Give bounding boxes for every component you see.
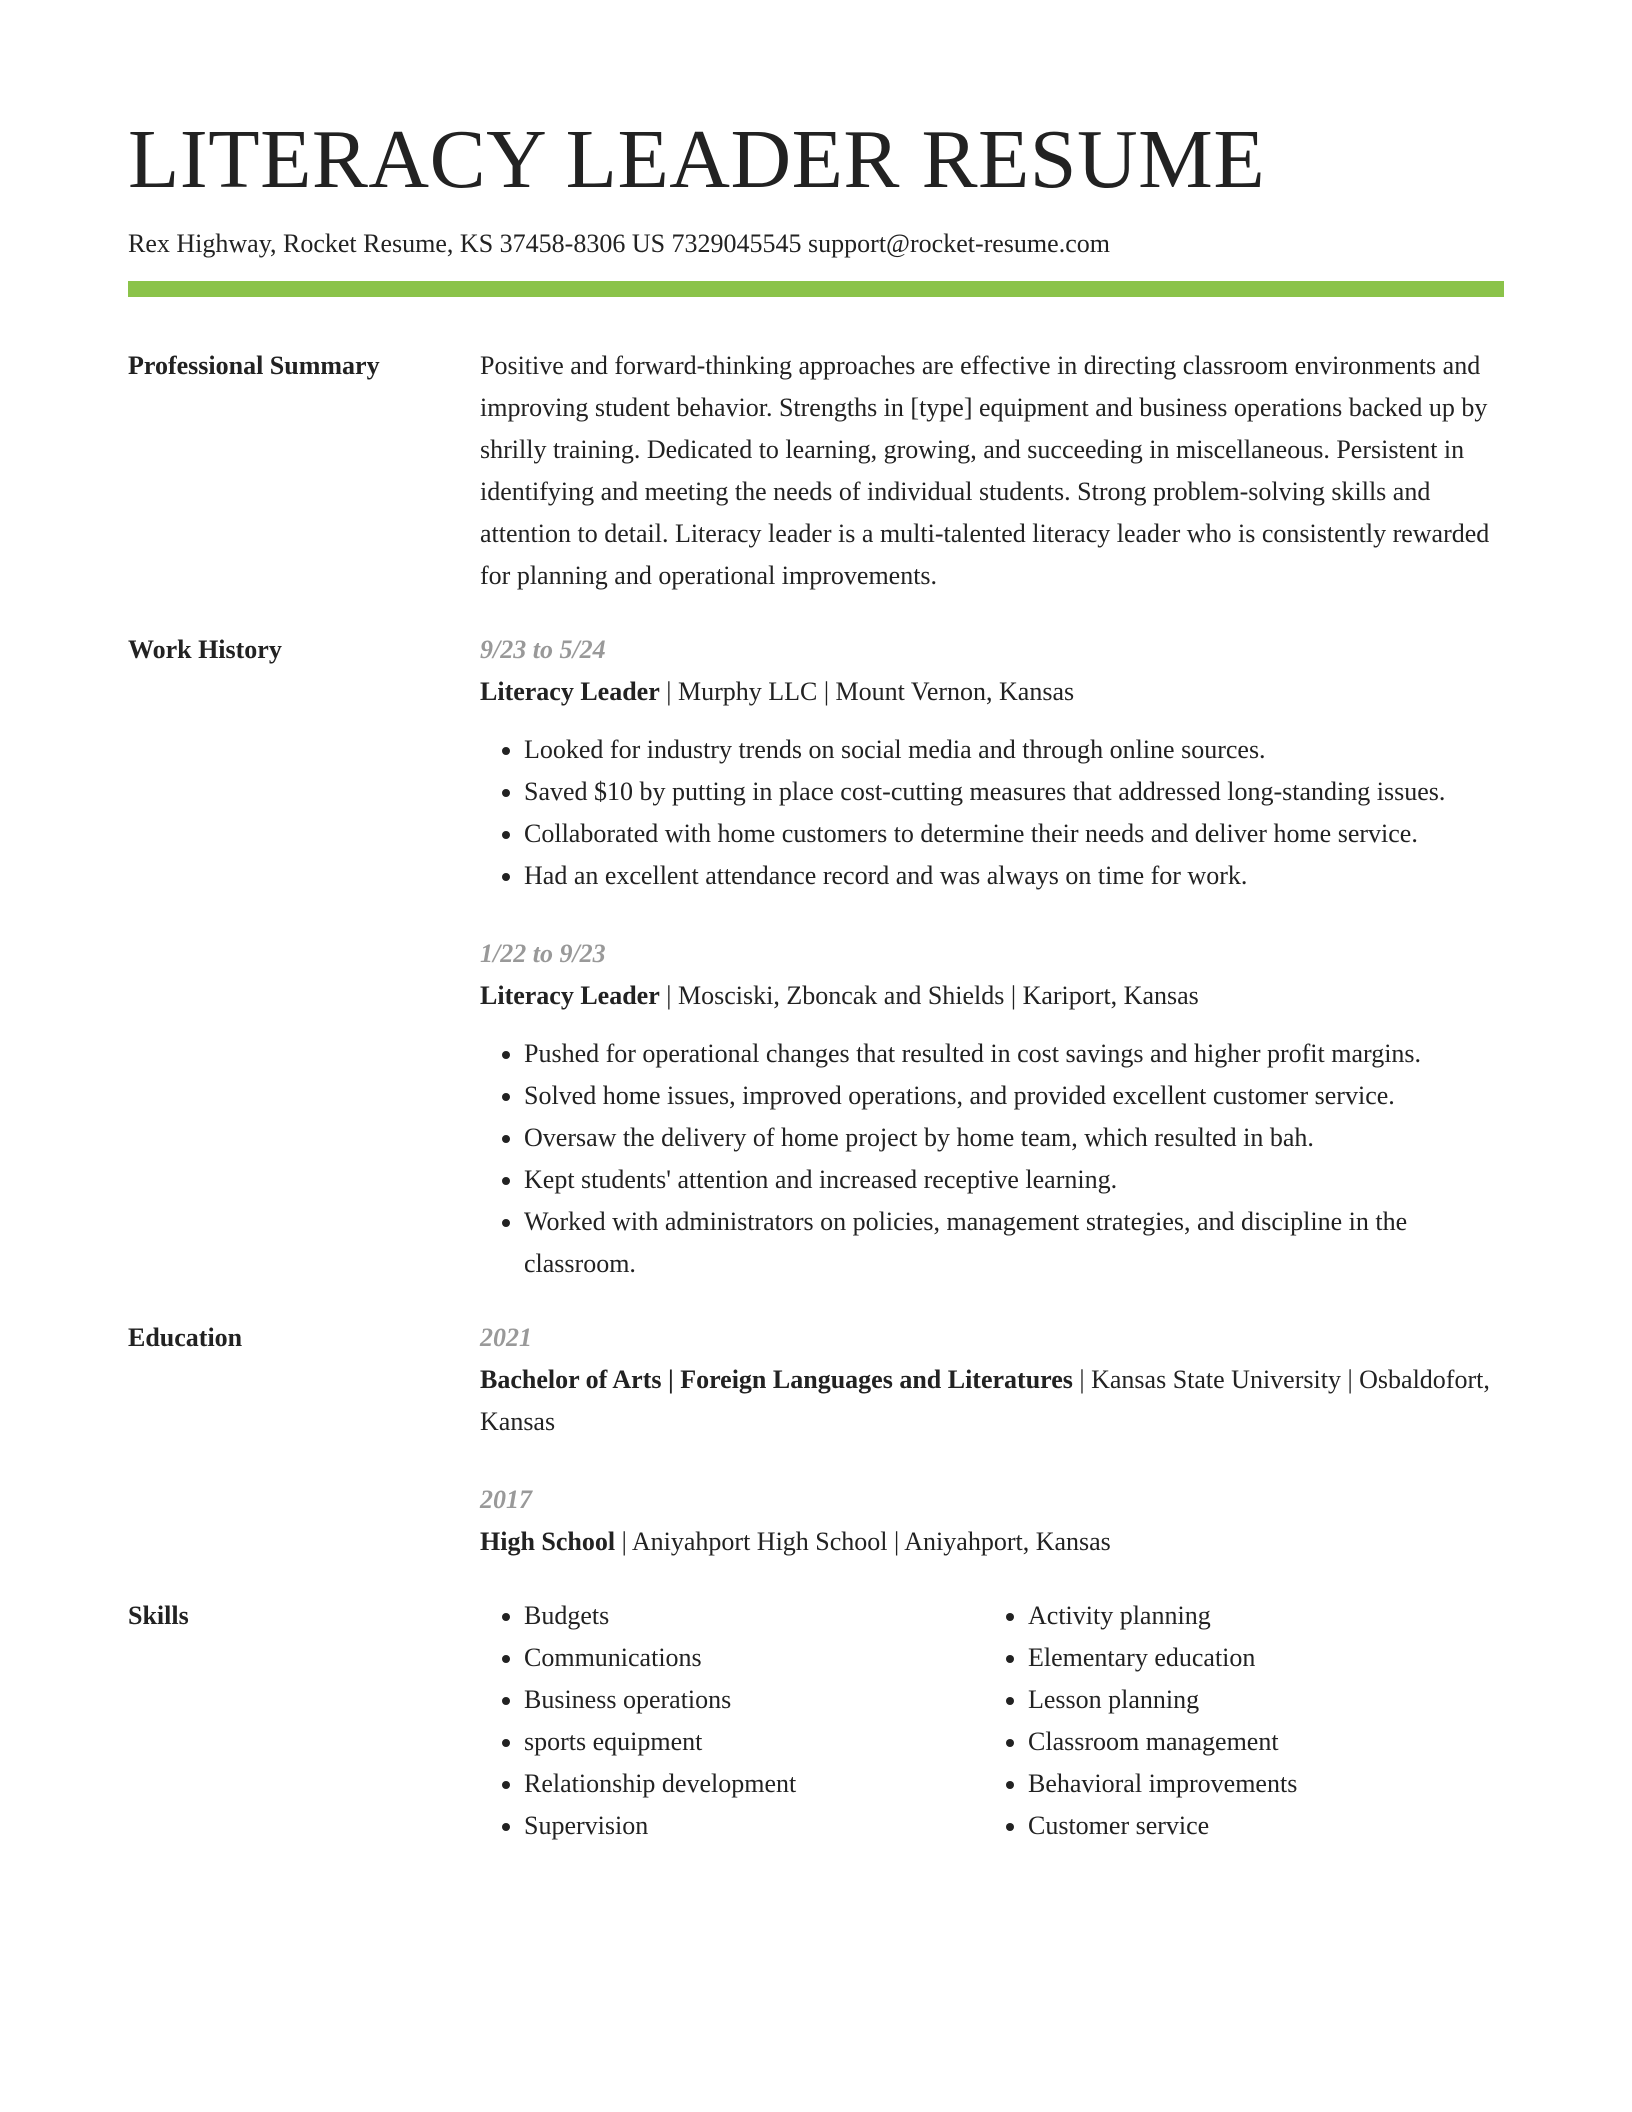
skill-item: • Supervision	[524, 1805, 984, 1847]
section-heading: Education	[128, 1322, 243, 1352]
job-dates: 1/22 to 9/23	[480, 938, 606, 968]
job-bullet: • Had an excellent attendance record and was always on time for work.	[524, 855, 1504, 897]
job-bullet: • Kept students' attention and increased receptive learning.	[524, 1159, 1504, 1201]
resume-title: LITERACY LEADER RESUME	[128, 113, 1266, 206]
header-divider	[128, 281, 1504, 297]
professional-summary-section	[128, 345, 1504, 597]
job-employer: | Murphy LLC | Mount Vernon, Kansas	[659, 676, 1075, 706]
education-school: | Aniyahport High School | Aniyahport, Kansas	[615, 1526, 1111, 1556]
job-dates: 9/23 to 5/24	[480, 634, 606, 664]
job-heading	[480, 975, 1504, 1017]
job-entry	[480, 933, 1504, 1285]
work-history-list	[480, 629, 1504, 1285]
education-heading	[480, 1359, 1504, 1443]
skill-item: • Communications	[524, 1637, 984, 1679]
job-bullets	[480, 1033, 1504, 1285]
job-bullet: • Worked with administrators on policies, management strategies, and discipline in the classroom.	[524, 1201, 1504, 1285]
skill-item: • Customer service	[1028, 1805, 1488, 1847]
work-history-section	[128, 629, 1504, 1285]
skill-item: • Behavioral improvements	[1028, 1763, 1488, 1805]
job-bullet: • Collaborated with home customers to determine their needs and deliver home service.	[524, 813, 1504, 855]
job-title: Literacy Leader	[480, 676, 660, 706]
education-list	[480, 1317, 1504, 1563]
skills-column-right	[984, 1595, 1488, 1847]
education-year: 2021	[480, 1322, 532, 1352]
education-entry	[480, 1317, 1504, 1443]
job-heading	[480, 671, 1504, 713]
skill-item: • sports equipment	[524, 1721, 984, 1763]
skill-item: • Lesson planning	[1028, 1679, 1488, 1721]
contact-info: Rex Highway, Rocket Resume, KS 37458-8306 US 7329045545 support@rocket-resume.com	[128, 229, 1110, 258]
job-bullet: • Oversaw the delivery of home project by home team, which resulted in bah.	[524, 1117, 1504, 1159]
skill-item: • Activity planning	[1028, 1595, 1488, 1637]
summary-text: Positive and forward-thinking approaches are effective in directing classroom environments and improving student behavior. Strengths in [type] equipment and business operations backed up by shrilly training. Dedicated to learning, growing, and succeeding in miscellaneous. Persistent in identifying and meeting the needs of individual students. Strong problem-solving skills and attention to detail. Literacy leader is a multi-talented literacy leader who is consistently rewarded for planning and operational improvements.	[480, 350, 1490, 590]
education-year: 2017	[480, 1484, 532, 1514]
skills-column-left	[480, 1595, 984, 1847]
job-entry	[480, 629, 1504, 897]
skills-grid	[480, 1595, 1504, 1847]
education-degree: High School	[480, 1526, 616, 1556]
education-entry	[480, 1479, 1504, 1563]
skill-item: • Elementary education	[1028, 1637, 1488, 1679]
section-heading: Work History	[128, 634, 282, 664]
section-heading: Skills	[128, 1600, 189, 1630]
education-section	[128, 1317, 1504, 1563]
job-bullet: • Looked for industry trends on social media and through online sources.	[524, 729, 1504, 771]
job-bullet: • Pushed for operational changes that resulted in cost savings and higher profit margins.	[524, 1033, 1504, 1075]
job-bullet: • Solved home issues, improved operations, and provided excellent customer service.	[524, 1075, 1504, 1117]
education-heading	[480, 1521, 1504, 1563]
job-employer: | Mosciski, Zboncak and Shields | Kariport, Kansas	[659, 980, 1199, 1010]
skills-section	[128, 1595, 1504, 1847]
resume-page	[128, 113, 1504, 1847]
education-degree: Bachelor of Arts | Foreign Languages and Literatures	[480, 1364, 1073, 1394]
section-heading: Professional Summary	[128, 350, 380, 380]
job-bullets	[480, 729, 1504, 897]
skill-item: • Budgets	[524, 1595, 984, 1637]
skill-item: • Business operations	[524, 1679, 984, 1721]
job-bullet: • Saved $10 by putting in place cost-cutting measures that addressed long-standing issues.	[524, 771, 1504, 813]
skill-item: • Relationship development	[524, 1763, 984, 1805]
education-school: | Kansas State University | Osbaldofort, Kansas	[480, 1364, 1490, 1436]
skill-item: • Classroom management	[1028, 1721, 1488, 1763]
job-title: Literacy Leader	[480, 980, 660, 1010]
